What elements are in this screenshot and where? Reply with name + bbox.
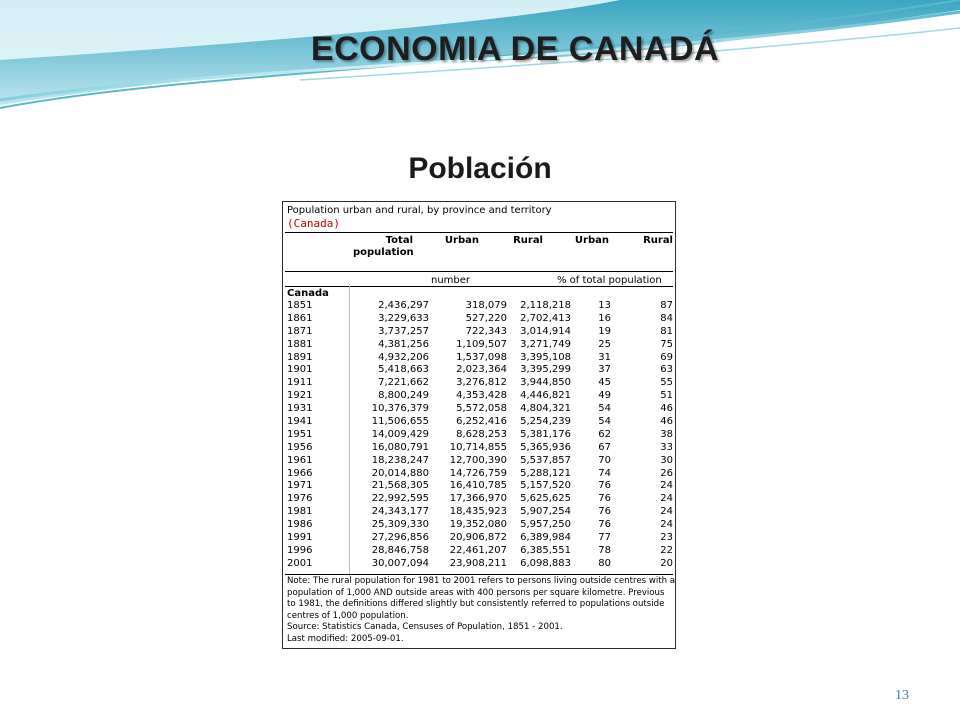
units-percent: % of total population [557, 275, 662, 286]
cell-pct-urban: 54 [598, 416, 611, 428]
note-line: population of 1,000 AND outside areas with 400 persons per square kilometre. Previous [287, 587, 665, 598]
table-row [283, 544, 675, 557]
table-rule-header [285, 271, 673, 272]
cell-total: 3,737,257 [378, 325, 429, 337]
cell-year: 1951 [287, 428, 313, 440]
page-number: 13 [895, 688, 909, 703]
cell-pct-rural: 20 [660, 557, 673, 569]
header-pct-urban: Urban [574, 235, 609, 246]
cell-pct-urban: 76 [598, 480, 611, 492]
cell-rural: 5,907,254 [520, 506, 571, 518]
cell-total: 28,846,758 [371, 544, 429, 556]
table-row [283, 557, 675, 570]
table-row [283, 441, 675, 454]
cell-urban: 3,276,812 [456, 377, 507, 389]
cell-pct-rural: 30 [660, 454, 673, 466]
table-row [283, 338, 675, 351]
table-row [283, 505, 675, 518]
cell-total: 2,436,297 [378, 300, 429, 311]
table-row [283, 376, 675, 389]
table-row [283, 363, 675, 376]
cell-pct-urban: 77 [598, 532, 611, 544]
group-label: Canada [287, 288, 329, 299]
table-row [283, 531, 675, 544]
cell-pct-rural: 46 [660, 416, 673, 428]
cell-year: 1961 [287, 454, 313, 466]
cell-pct-urban: 19 [598, 325, 611, 337]
table-body [283, 299, 675, 570]
cell-total: 22,992,595 [371, 493, 429, 505]
cell-year: 1911 [287, 377, 313, 389]
cell-urban: 10,714,855 [449, 441, 507, 453]
cell-urban: 1,109,507 [456, 338, 507, 350]
cell-pct-urban: 70 [598, 454, 611, 466]
table-row [283, 467, 675, 480]
header-pct-rural: Rural [643, 235, 673, 246]
cell-pct-rural: 69 [660, 351, 673, 363]
cell-urban: 2,023,364 [456, 364, 507, 376]
cell-urban: 8,628,253 [456, 428, 507, 440]
header-total [353, 235, 413, 259]
cell-pct-urban: 76 [598, 519, 611, 531]
cell-urban: 722,343 [465, 325, 507, 337]
cell-year: 1881 [287, 338, 313, 350]
cell-year: 1991 [287, 532, 313, 544]
table-row [283, 402, 675, 415]
cell-year: 1981 [287, 506, 313, 518]
table-row [283, 351, 675, 364]
cell-pct-rural: 84 [660, 312, 673, 324]
cell-rural: 5,537,857 [520, 454, 571, 466]
cell-rural: 2,702,413 [520, 312, 571, 324]
note-line: Source: Statistics Canada, Censuses of Population, 1851 - 2001. [287, 622, 563, 632]
cell-year: 1941 [287, 416, 313, 428]
cell-urban: 20,906,872 [449, 532, 507, 544]
cell-pct-urban: 62 [598, 428, 611, 440]
cell-urban: 12,700,390 [449, 454, 507, 466]
cell-year: 1891 [287, 351, 313, 363]
cell-pct-urban: 13 [598, 300, 611, 311]
table-row [283, 312, 675, 325]
table-row [283, 325, 675, 338]
cell-year: 1956 [287, 441, 313, 453]
table-notes [287, 576, 675, 645]
slide-subtitle: Población [408, 152, 552, 185]
note-line: centres of 1,000 population. [287, 610, 409, 621]
cell-urban: 318,079 [465, 300, 507, 311]
cell-year: 1986 [287, 519, 313, 531]
cell-pct-rural: 24 [660, 519, 673, 531]
cell-pct-rural: 87 [660, 300, 673, 311]
cell-year: 2001 [287, 557, 313, 569]
cell-urban: 18,435,923 [449, 506, 507, 518]
cell-urban: 23,908,211 [449, 557, 507, 569]
cell-rural: 3,395,299 [520, 364, 571, 376]
cell-rural: 5,365,936 [520, 441, 571, 453]
cell-pct-rural: 26 [660, 467, 673, 479]
cell-urban: 4,353,428 [456, 390, 507, 402]
cell-pct-rural: 81 [660, 325, 673, 337]
cell-year: 1971 [287, 480, 313, 492]
cell-year: 1851 [287, 300, 313, 311]
cell-rural: 6,098,883 [520, 557, 571, 569]
cell-total: 21,568,305 [371, 480, 429, 492]
cell-year: 1996 [287, 544, 313, 556]
cell-pct-rural: 55 [660, 377, 673, 389]
cell-rural: 5,625,625 [520, 493, 571, 505]
note-line: to 1981, the definitions differed slightly but consistently referred to populations outside [287, 599, 665, 609]
cell-total: 24,343,177 [371, 506, 429, 518]
cell-pct-rural: 51 [660, 390, 673, 402]
cell-urban: 1,537,098 [456, 351, 507, 363]
header-total-line2: population [353, 247, 414, 258]
units-number: number [431, 275, 471, 286]
cell-total: 27,296,856 [371, 532, 429, 544]
header-urban: Urban [444, 235, 479, 246]
cell-total: 8,800,249 [378, 390, 429, 402]
cell-urban: 17,366,970 [449, 493, 507, 505]
cell-rural: 3,014,914 [520, 325, 571, 337]
cell-pct-urban: 80 [598, 557, 611, 569]
cell-rural: 5,381,176 [520, 428, 571, 440]
note-line: Last modified: 2005-09-01. [287, 633, 404, 644]
table-row [283, 428, 675, 441]
cell-pct-urban: 16 [598, 312, 611, 324]
table-rule-units [285, 286, 673, 287]
cell-urban: 19,352,080 [449, 519, 507, 531]
cell-year: 1871 [287, 325, 313, 337]
cell-rural: 3,944,850 [520, 377, 571, 389]
cell-pct-urban: 49 [598, 390, 611, 402]
cell-pct-urban: 31 [598, 351, 611, 363]
cell-urban: 527,220 [465, 312, 507, 324]
cell-pct-rural: 38 [660, 428, 673, 440]
cell-rural: 3,395,108 [520, 351, 571, 363]
cell-total: 14,009,429 [371, 428, 429, 440]
cell-pct-urban: 45 [598, 377, 611, 389]
cell-total: 18,238,247 [371, 454, 429, 466]
table-row [283, 415, 675, 428]
cell-total: 3,229,633 [378, 312, 429, 324]
cell-pct-urban: 54 [598, 403, 611, 415]
cell-total: 4,381,256 [378, 338, 429, 350]
slide-title: ECONOMIA DE CANADÁ [310, 30, 720, 68]
cell-rural: 3,271,749 [520, 338, 571, 350]
table-row [283, 492, 675, 505]
cell-pct-rural: 24 [660, 506, 673, 518]
cell-rural: 5,288,121 [520, 467, 571, 479]
cell-rural: 6,389,984 [520, 532, 571, 544]
cell-year: 1966 [287, 467, 313, 479]
table-subcaption: (Canada) [287, 217, 340, 230]
cell-urban: 6,252,416 [456, 416, 507, 428]
header-total-line1: Total [385, 235, 413, 246]
cell-urban: 5,572,058 [456, 403, 507, 415]
cell-total: 7,221,662 [378, 377, 429, 389]
table-row [283, 479, 675, 492]
table-rule-top [285, 232, 673, 233]
cell-rural: 5,254,239 [520, 416, 571, 428]
cell-urban: 14,726,759 [449, 467, 507, 479]
cell-total: 4,932,206 [378, 351, 429, 363]
cell-pct-rural: 22 [660, 544, 673, 556]
cell-pct-urban: 76 [598, 506, 611, 518]
cell-rural: 4,804,321 [520, 403, 571, 415]
table-caption: Population urban and rural, by province and territory [287, 205, 552, 216]
cell-total: 30,007,094 [371, 557, 429, 569]
note-line: Note: The rural population for 1981 to 2001 refers to persons living outside centres with a [287, 576, 676, 586]
cell-pct-urban: 37 [598, 364, 611, 376]
cell-pct-urban: 78 [598, 544, 611, 556]
table-row [283, 389, 675, 402]
cell-total: 20,014,880 [371, 467, 429, 479]
cell-pct-urban: 74 [598, 467, 611, 479]
cell-pct-urban: 67 [598, 441, 611, 453]
cell-pct-rural: 46 [660, 403, 673, 415]
cell-total: 16,080,791 [371, 441, 429, 453]
cell-year: 1861 [287, 312, 313, 324]
cell-rural: 5,157,520 [520, 480, 571, 492]
cell-urban: 16,410,785 [449, 480, 507, 492]
cell-total: 25,309,330 [371, 519, 429, 531]
cell-rural: 2,118,218 [520, 300, 571, 311]
table-row [283, 454, 675, 467]
cell-year: 1921 [287, 390, 313, 402]
table-rule-bottom [285, 574, 673, 575]
population-table [282, 201, 676, 649]
cell-pct-rural: 33 [660, 441, 673, 453]
cell-urban: 22,461,207 [449, 544, 507, 556]
cell-rural: 5,957,250 [520, 519, 571, 531]
cell-pct-urban: 25 [598, 338, 611, 350]
cell-pct-rural: 24 [660, 480, 673, 492]
cell-year: 1931 [287, 403, 313, 415]
cell-pct-urban: 76 [598, 493, 611, 505]
cell-total: 11,506,655 [371, 416, 429, 428]
cell-total: 10,376,379 [371, 403, 429, 415]
cell-pct-rural: 23 [660, 532, 673, 544]
cell-pct-rural: 75 [660, 338, 673, 350]
header-rural: Rural [513, 235, 543, 246]
cell-pct-rural: 24 [660, 493, 673, 505]
cell-year: 1901 [287, 364, 313, 376]
cell-rural: 6,385,551 [520, 544, 571, 556]
cell-pct-rural: 63 [660, 364, 673, 376]
cell-rural: 4,446,821 [520, 390, 571, 402]
cell-year: 1976 [287, 493, 313, 505]
table-row [283, 299, 675, 312]
cell-total: 5,418,663 [378, 364, 429, 376]
table-row [283, 518, 675, 531]
